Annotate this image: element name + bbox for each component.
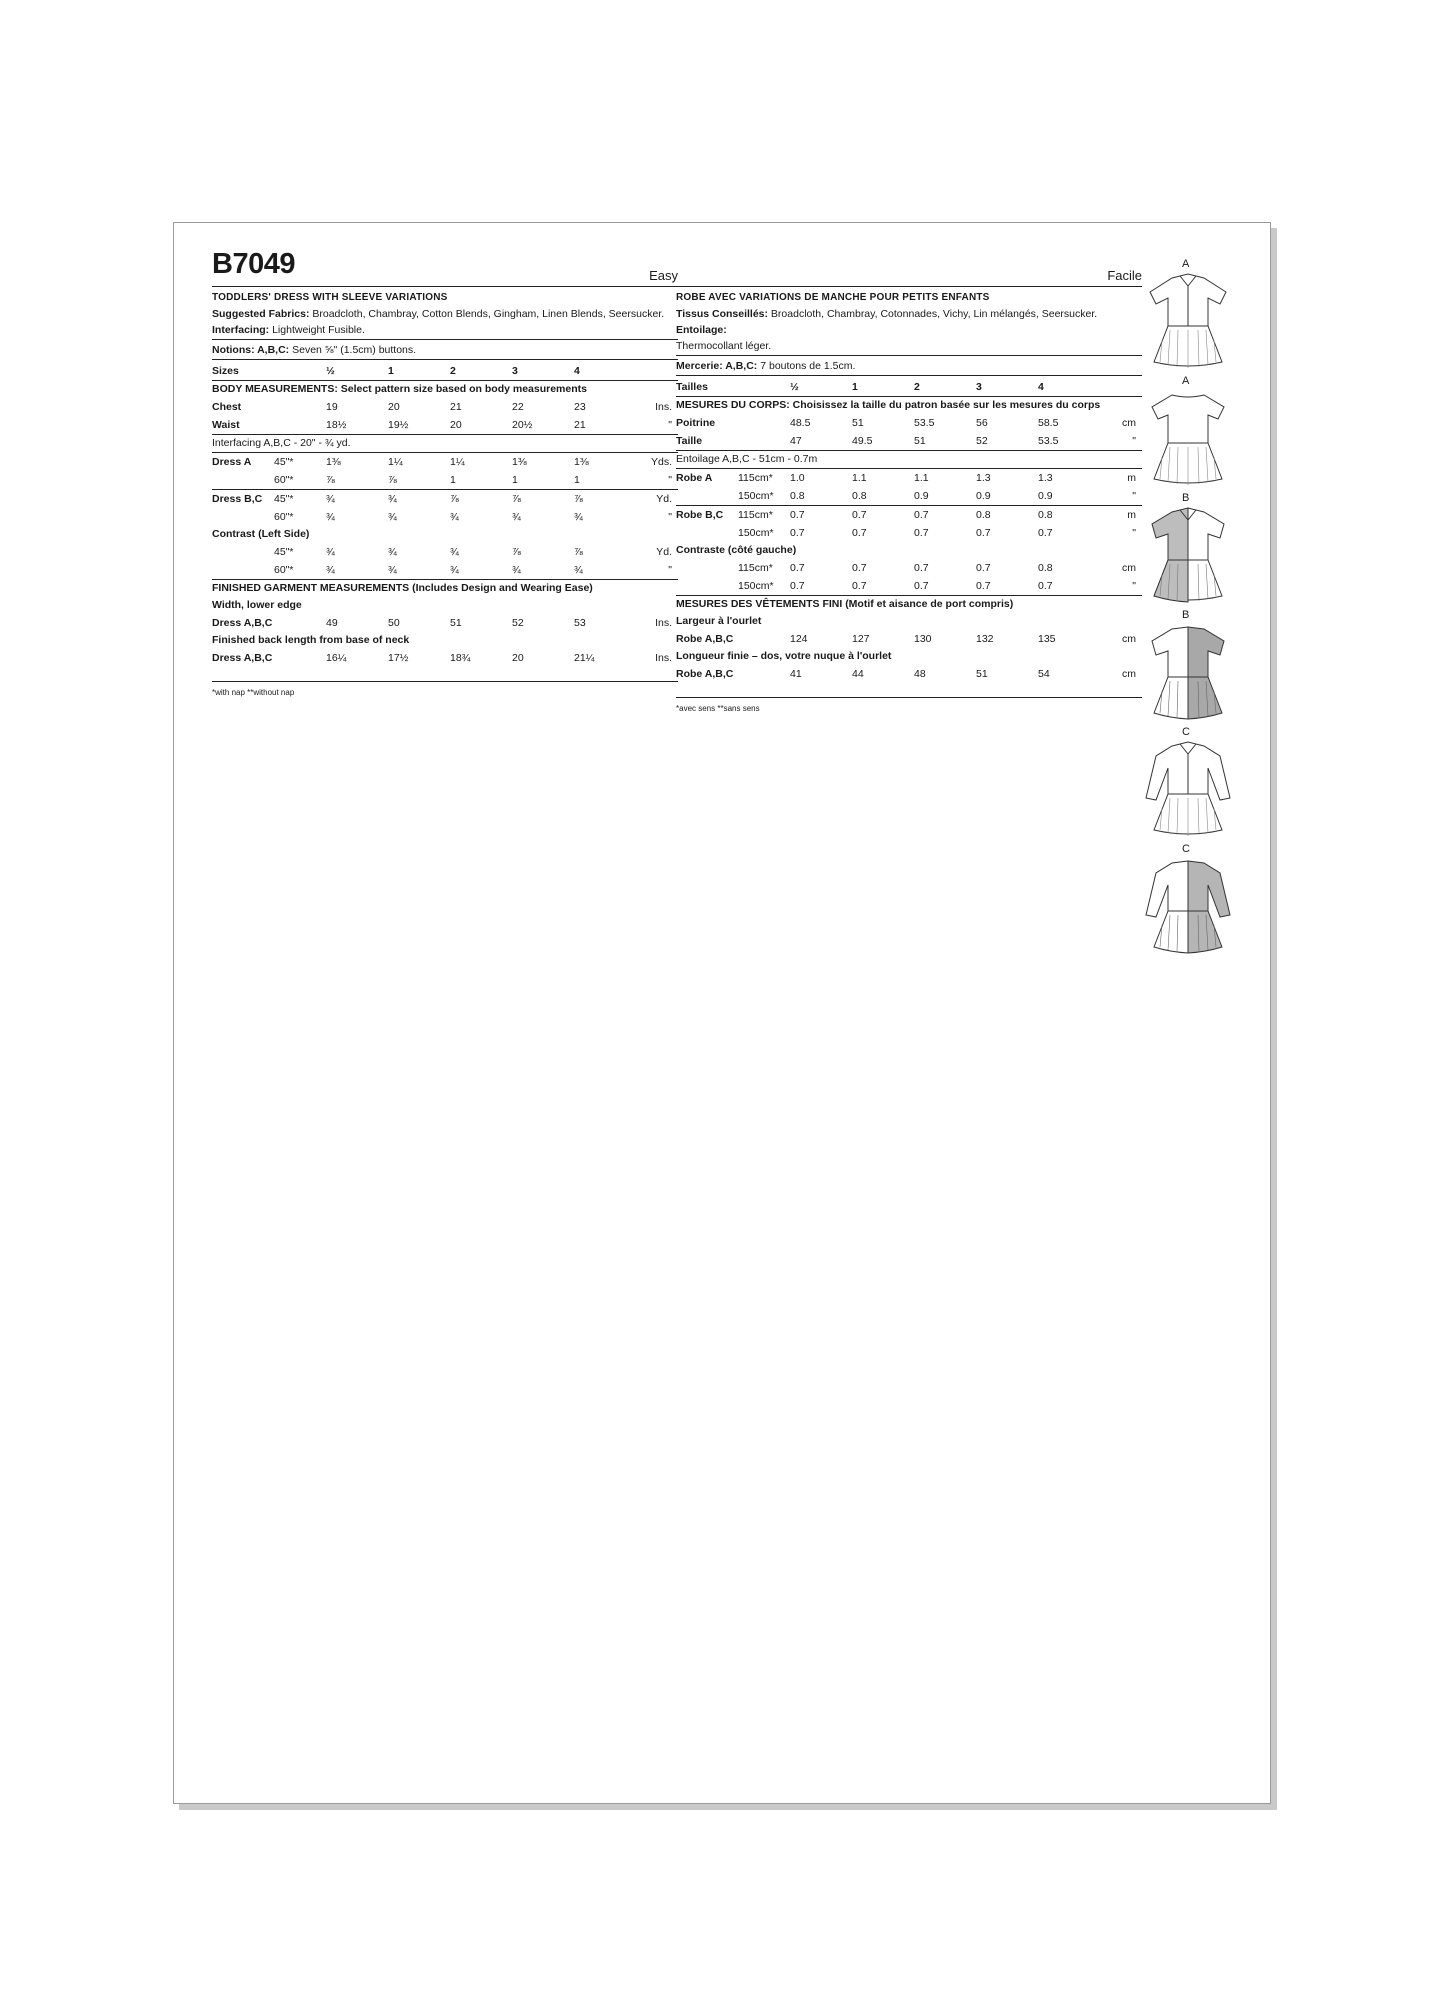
cell: 20½ — [512, 419, 533, 431]
unit: " — [1132, 435, 1136, 447]
cell: ¾ — [450, 511, 459, 523]
cell: 18¾ — [450, 652, 471, 664]
notions-text: 7 boutons de 1.5cm. — [757, 360, 856, 372]
width-heading: Width, lower edge — [212, 599, 302, 611]
contrast-row2 — [676, 577, 1142, 596]
interfacing-label: Entoilage: — [676, 324, 727, 336]
cell: 48.5 — [790, 417, 811, 429]
length-row — [676, 665, 1142, 683]
cell: 48 — [914, 668, 926, 680]
unit: Ins. — [655, 617, 672, 629]
view-label: B — [1182, 609, 1190, 621]
cell: 53.5 — [1038, 435, 1059, 447]
cell: 127 — [852, 633, 870, 645]
cell: 1.3 — [1038, 469, 1090, 488]
dress-short-sleeve-icon — [1142, 270, 1234, 372]
unit: " — [668, 419, 672, 431]
waist-row — [676, 432, 1142, 451]
size-cell: 4 — [1038, 381, 1044, 393]
cell: 52 — [512, 617, 524, 629]
row-label: Robe A,B,C — [676, 668, 734, 680]
cell: 0.9 — [1038, 490, 1053, 502]
fabric-width: 60"* — [274, 474, 294, 486]
cell: 1.1 — [914, 469, 976, 488]
cell: 41 — [790, 668, 802, 680]
cell: 0.7 — [976, 527, 991, 539]
cell: 0.7 — [790, 580, 805, 592]
footnote: *avec sens **sans sens — [676, 697, 1142, 717]
contrast-row2 — [212, 561, 678, 580]
contrast-heading: Contrast (Left Side) — [212, 528, 310, 540]
cell: 0.7 — [914, 580, 929, 592]
row-label: Dress A,B,C — [212, 617, 273, 629]
contrast-row1 — [676, 559, 1142, 577]
fabric-width: 60"* — [274, 511, 294, 523]
fabric-width: 150cm* — [738, 527, 774, 539]
row-label: Robe A — [676, 469, 738, 488]
cell: ¾ — [388, 490, 450, 509]
cell: 0.7 — [914, 506, 976, 525]
contrast-heading: Contraste (côté gauche) — [676, 544, 797, 556]
french-column — [676, 262, 1142, 717]
unit: " — [1132, 580, 1136, 592]
cell: 1¼ — [450, 453, 512, 472]
size-cell: 2 — [450, 365, 456, 377]
cell: 21 — [450, 401, 462, 413]
row-label: Waist — [212, 419, 240, 431]
unit: " — [1132, 527, 1136, 539]
cell: 1.1 — [852, 469, 914, 488]
fabric-width: 45"* — [274, 490, 326, 509]
cell: ⅞ — [574, 546, 583, 558]
fabrics-label: Suggested Fabrics: — [212, 308, 310, 320]
pattern-title: TODDLERS' DRESS WITH SLEEVE VARIATIONS — [212, 292, 448, 303]
cell: 23 — [574, 401, 586, 413]
unit: cm — [1122, 668, 1136, 680]
cell: ¾ — [512, 511, 521, 523]
cell: 0.8 — [1038, 506, 1090, 525]
unit: m — [1090, 506, 1142, 525]
width-row — [676, 630, 1142, 648]
cell: 20 — [388, 401, 400, 413]
cell: 49.5 — [852, 435, 873, 447]
fabrics-text: Broadcloth, Chambray, Cotton Blends, Gingham, Linen Blends, Seersucker. — [309, 308, 665, 320]
cell: 22 — [512, 401, 524, 413]
sizes-label: Tailles — [676, 381, 708, 393]
cell: 0.7 — [914, 562, 929, 574]
footnote: *with nap **without nap — [212, 681, 678, 701]
fabric-width: 150cm* — [738, 580, 774, 592]
interfacing-yardage: Entoilage A,B,C - 51cm - 0.7m — [676, 451, 1142, 469]
cell: 17½ — [388, 652, 409, 664]
cell: 0.8 — [790, 490, 805, 502]
measurement-table — [212, 362, 678, 667]
unit: " — [668, 511, 672, 523]
interfacing-text: Thermocollant léger. — [676, 340, 772, 352]
unit: " — [1132, 490, 1136, 502]
contrast-row1 — [212, 543, 678, 561]
interfacing-label: Interfacing: — [212, 324, 270, 336]
length-row — [212, 649, 678, 667]
cell: 0.7 — [1038, 580, 1053, 592]
fabric-width: 115cm* — [738, 562, 773, 574]
fabrics-line — [212, 306, 678, 322]
cell: 1⅜ — [574, 453, 626, 472]
cell: 18½ — [326, 419, 347, 431]
unit: cm — [1122, 417, 1136, 429]
cell: ¾ — [574, 564, 583, 576]
fabric-width: 45"* — [274, 546, 294, 558]
size-cell: 3 — [512, 365, 518, 377]
fabrics-text: Broadcloth, Chambray, Cotonnades, Vichy, Lin mélangés, Seersucker. — [768, 308, 1098, 320]
cell: 0.7 — [976, 580, 991, 592]
view-c-back — [1132, 843, 1244, 960]
unit: " — [668, 564, 672, 576]
length-heading: Finished back length from base of neck — [212, 634, 410, 646]
cell: ⅞ — [574, 490, 626, 509]
interfacing-line — [212, 322, 678, 338]
cell: 58.5 — [1038, 417, 1059, 429]
unit: " — [668, 474, 672, 486]
cell: 0.7 — [790, 562, 805, 574]
cell: 21¼ — [574, 652, 595, 664]
cell: 0.8 — [976, 506, 1038, 525]
cell: 20 — [512, 652, 524, 664]
row-label: Dress B,C — [212, 490, 274, 509]
cell: 1.0 — [790, 469, 852, 488]
row-label: Dress A,B,C — [212, 652, 273, 664]
fabric-width: 150cm* — [738, 490, 774, 502]
dress-back-icon — [1142, 387, 1234, 489]
unit: Yd. — [626, 490, 678, 509]
size-cell: ½ — [326, 365, 335, 377]
cell: 0.7 — [852, 527, 867, 539]
fabric-width: 45"* — [274, 453, 326, 472]
cell: ⅞ — [326, 474, 335, 486]
cell: ¾ — [326, 490, 388, 509]
body-measurements-heading: MESURES DU CORPS: Choisissez la taille du patron basée sur les mesures du corps — [676, 397, 1142, 415]
cell: 0.8 — [852, 490, 867, 502]
row-label: Dress A — [212, 453, 274, 472]
interfacing-yardage: Interfacing A,B,C - 20" - ¾ yd. — [212, 435, 678, 453]
sizes-row — [676, 378, 1142, 397]
pattern-number: B7049 — [212, 248, 295, 280]
unit: Ins. — [655, 652, 672, 664]
notions-label: Mercerie: A,B,C: — [676, 360, 758, 372]
interfacing-line — [676, 338, 1142, 354]
cell: 0.7 — [852, 506, 914, 525]
interfacing-text: Lightweight Fusible. — [269, 324, 365, 336]
length-heading: Longueur finie – dos, votre nuque à l'ourlet — [676, 650, 892, 662]
sizes-label: Sizes — [212, 365, 239, 377]
cell: ¾ — [388, 564, 397, 576]
body-measurements-heading: BODY MEASUREMENTS: Select pattern size based on body measurements — [212, 381, 678, 399]
fabric-width: 115cm* — [738, 506, 790, 525]
dress-long-sleeve-icon — [1142, 738, 1234, 840]
notions-label: Notions: A,B,C: — [212, 344, 290, 356]
cell: 50 — [388, 617, 400, 629]
unit: Yd. — [656, 546, 672, 558]
chest-row — [676, 414, 1142, 432]
cell: 0.7 — [852, 580, 867, 592]
cell: 0.9 — [976, 490, 991, 502]
view-a-front — [1132, 258, 1244, 375]
size-cell: 3 — [976, 381, 982, 393]
fabrics-line — [676, 306, 1142, 338]
row-label: Taille — [676, 435, 703, 447]
dress-bc-row1 — [212, 490, 678, 509]
english-column — [212, 248, 678, 701]
cell: 130 — [914, 633, 932, 645]
cell: ¾ — [388, 546, 397, 558]
cell: 51 — [852, 417, 864, 429]
view-label: C — [1182, 726, 1190, 738]
notions-text: Seven ⅝" (1.5cm) buttons. — [289, 344, 417, 356]
view-label: B — [1182, 492, 1190, 504]
view-thumbnails — [1132, 258, 1244, 960]
row-label: Poitrine — [676, 417, 716, 429]
cell: 51 — [450, 617, 462, 629]
cell: 124 — [790, 633, 808, 645]
unit: Yds. — [626, 453, 678, 472]
view-label: A — [1182, 375, 1190, 387]
chest-row — [212, 398, 678, 416]
cell: 56 — [976, 417, 988, 429]
dress-a-row1 — [212, 453, 678, 472]
cell: 52 — [976, 435, 988, 447]
notions-line — [212, 342, 678, 358]
cell: 0.9 — [914, 490, 929, 502]
cell: 1⅜ — [512, 453, 574, 472]
cell: ⅞ — [512, 490, 574, 509]
dress-a-row2 — [676, 487, 1142, 506]
cell: 0.7 — [976, 562, 991, 574]
unit: m — [1090, 469, 1142, 488]
cell: 49 — [326, 617, 338, 629]
cell: 53 — [574, 617, 586, 629]
header — [676, 262, 1142, 287]
cell: ¾ — [512, 564, 521, 576]
cell: 21 — [574, 419, 586, 431]
fabric-width: 60"* — [274, 564, 294, 576]
dress-bc-row2 — [676, 524, 1142, 542]
row-label: Robe B,C — [676, 506, 738, 525]
view-b-front — [1132, 492, 1244, 609]
cell: 20 — [450, 419, 462, 431]
cell: ¾ — [326, 511, 335, 523]
width-row — [212, 614, 678, 632]
fabric-width: 115cm* — [738, 469, 790, 488]
view-c-front — [1132, 726, 1244, 843]
dress-bc-row2 — [212, 508, 678, 526]
finished-measurements-heading: FINISHED GARMENT MEASUREMENTS (Includes Design and Wearing Ease) — [212, 580, 678, 598]
view-label: C — [1182, 843, 1190, 855]
cell: ¾ — [450, 546, 459, 558]
cell: 1 — [512, 474, 518, 486]
cell: ¾ — [326, 546, 335, 558]
fabrics-label: Tissus Conseillés: — [676, 308, 769, 320]
dress-bc-row1 — [676, 506, 1142, 525]
dress-a-row1 — [676, 469, 1142, 488]
cell: 19 — [326, 401, 338, 413]
cell: ¾ — [574, 511, 583, 523]
cell: ⅞ — [388, 474, 397, 486]
size-cell: 4 — [574, 365, 580, 377]
cell: 1.3 — [976, 469, 1038, 488]
row-label: Chest — [212, 401, 242, 413]
cell: 0.7 — [852, 562, 867, 574]
cell: 51 — [976, 668, 988, 680]
size-cell: ½ — [790, 381, 799, 393]
cell: 132 — [976, 633, 994, 645]
cell: 47 — [790, 435, 802, 447]
cell: ⅞ — [512, 546, 521, 558]
header — [212, 248, 678, 287]
cell: 0.7 — [914, 527, 929, 539]
cell: 19½ — [388, 419, 409, 431]
view-label: A — [1182, 258, 1190, 270]
pattern-title: ROBE AVEC VARIATIONS DE MANCHE POUR PETITS ENFANTS — [676, 292, 990, 303]
cell: 54 — [1038, 668, 1050, 680]
dress-long-sleeve-back-icon — [1142, 855, 1234, 957]
waist-row — [212, 416, 678, 435]
notions-line — [676, 358, 1142, 374]
dress-ruffle-sleeve-icon — [1142, 504, 1234, 606]
unit: Ins. — [655, 401, 672, 413]
cell: 1¼ — [388, 453, 450, 472]
cell: 135 — [1038, 633, 1056, 645]
size-cell: 1 — [388, 365, 394, 377]
cell: 0.7 — [790, 527, 805, 539]
cell: 53.5 — [914, 417, 935, 429]
cell: 0.7 — [1038, 527, 1053, 539]
cell: 1 — [574, 474, 580, 486]
size-cell: 1 — [852, 381, 858, 393]
cell: 51 — [914, 435, 926, 447]
sizes-row — [212, 362, 678, 381]
cell: 44 — [852, 668, 864, 680]
cell: 0.8 — [1038, 562, 1053, 574]
measurement-table — [676, 378, 1142, 683]
difficulty-level: Facile — [1107, 268, 1142, 283]
cell: 0.7 — [790, 506, 852, 525]
view-a-back — [1132, 375, 1244, 492]
cell: 16¼ — [326, 652, 347, 664]
unit: cm — [1122, 562, 1136, 574]
cell: ¾ — [326, 564, 335, 576]
finished-measurements-heading: MESURES DES VÊTEMENTS FINI (Motif et aisance de port compris) — [676, 596, 1142, 614]
cell: 1⅜ — [326, 453, 388, 472]
dress-a-row2 — [212, 471, 678, 490]
cell: 1 — [450, 474, 456, 486]
cell: ¾ — [388, 511, 397, 523]
dress-back-contrast-icon — [1142, 621, 1234, 723]
row-label: Robe A,B,C — [676, 633, 734, 645]
difficulty-level: Easy — [649, 268, 678, 283]
view-b-back — [1132, 609, 1244, 726]
cell: ¾ — [450, 564, 459, 576]
unit: cm — [1122, 633, 1136, 645]
cell: ⅞ — [450, 490, 512, 509]
size-cell: 2 — [914, 381, 920, 393]
width-heading: Largeur à l'ourlet — [676, 615, 762, 627]
